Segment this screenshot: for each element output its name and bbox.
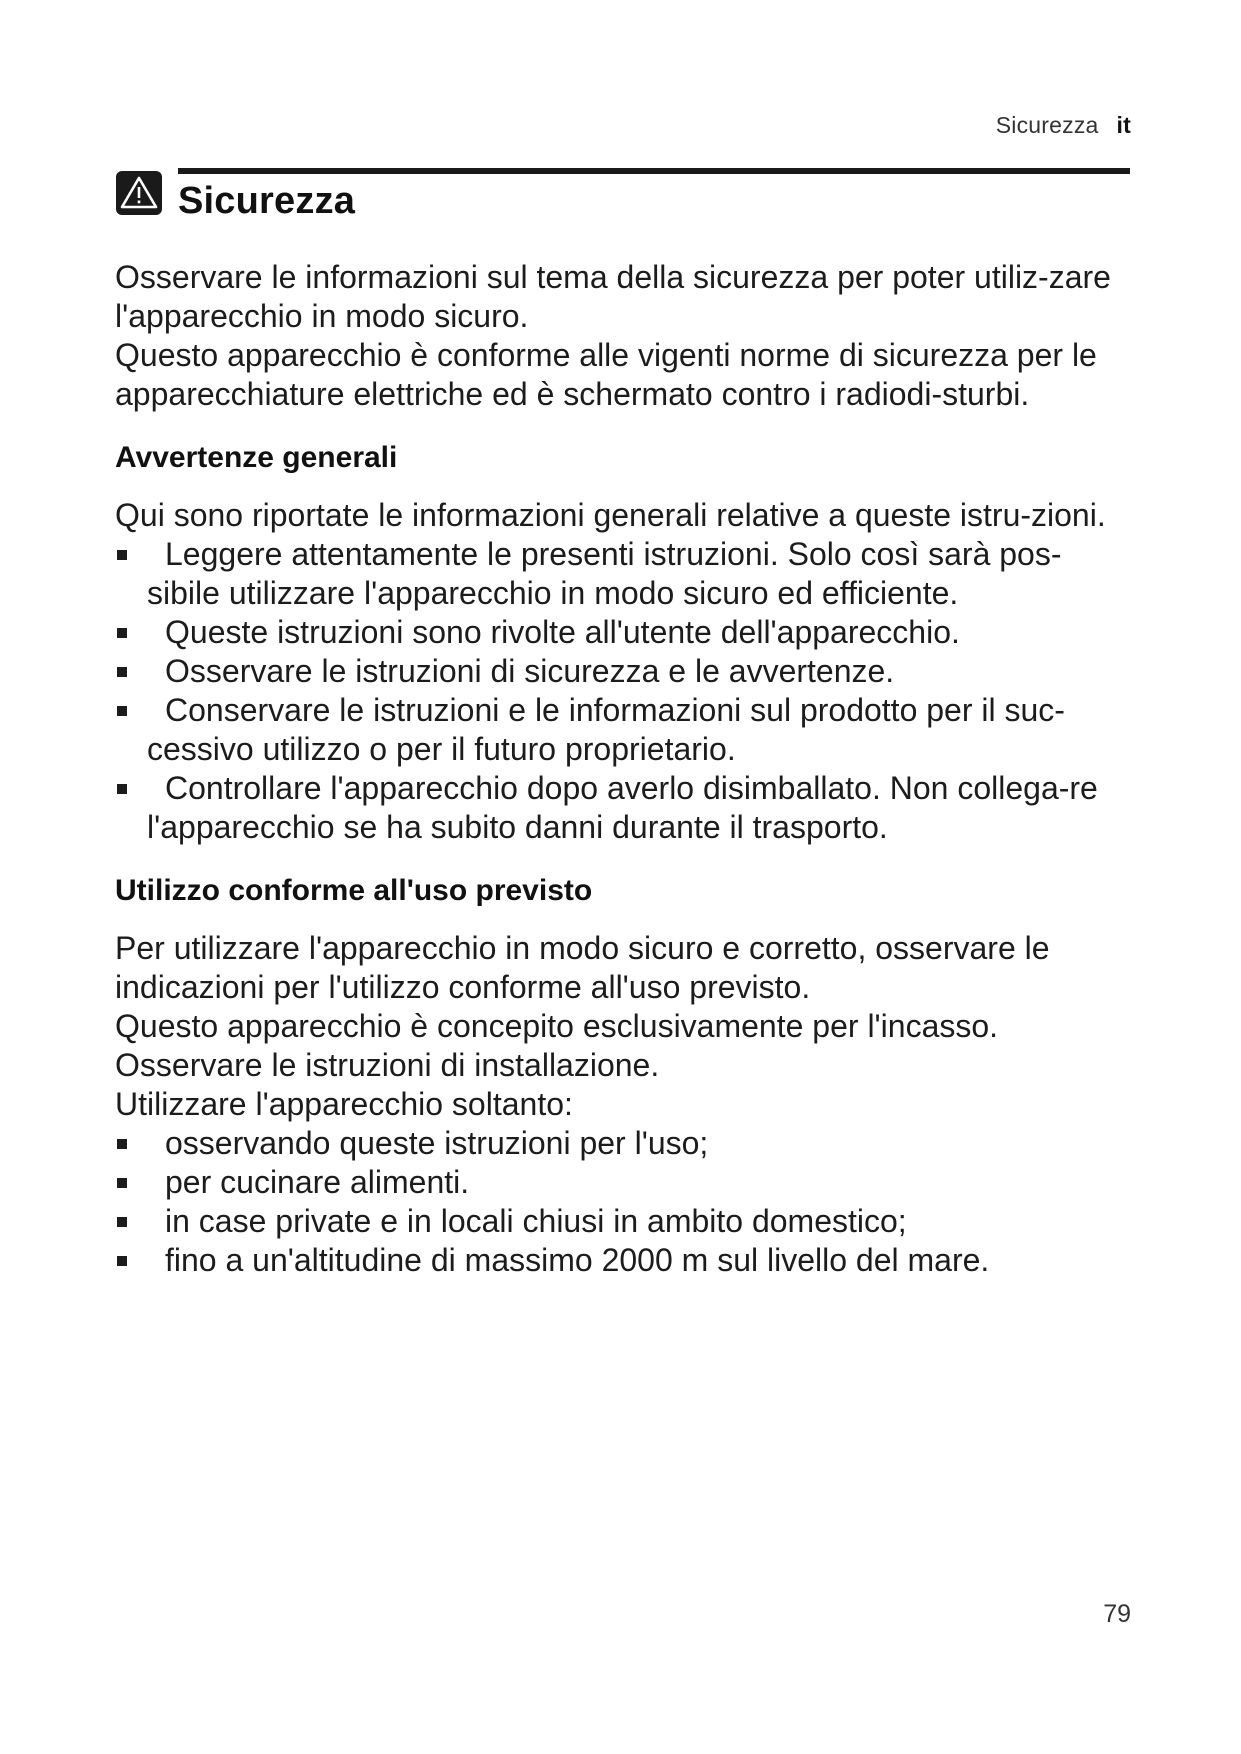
bullet-square-icon: [117, 1217, 127, 1227]
bullet-square-icon: [117, 1256, 127, 1266]
running-header: [996, 112, 1131, 139]
page-number: 79: [1103, 1600, 1131, 1628]
running-header-section: Sicurezza: [995, 112, 1099, 138]
list-item: fino a un'altitudine di massimo 2000 m sul livello del mare.: [115, 1241, 1130, 1280]
list-item: Osservare le istruzioni di sicurezza e le avvertenze.: [115, 652, 1130, 691]
section-paragraph: Qui sono riportate le informazioni generali relative a queste istru-zioni.: [115, 497, 1106, 533]
bullet-list-general-warnings: [115, 535, 1130, 847]
list-item: Leggere attentamente le presenti istruzioni. Solo così sarà pos-sibile utilizzare l'apparecchio in modo sicuro ed efficiente.: [115, 535, 1130, 613]
section-paragraph: Questo apparecchio è concepito esclusivamente per l'incasso.: [115, 1008, 999, 1044]
content: [115, 258, 1130, 1280]
warning-triangle-icon: [115, 170, 163, 216]
bullet-square-icon: [117, 628, 127, 638]
list-item: in case private e in locali chiusi in ambito domestico;: [115, 1202, 1130, 1241]
section-heading-intended-use: Utilizzo conforme all'uso previsto: [115, 874, 593, 907]
list-item: Conservare le istruzioni e le informazioni sul prodotto per il suc-cessivo utilizzo o per il futuro proprietario.: [115, 691, 1130, 769]
language-code: it: [1116, 112, 1131, 138]
bullet-square-icon: [117, 706, 127, 716]
section-paragraph: Utilizzare l'apparecchio soltanto:: [115, 1086, 573, 1122]
list-item: osservando queste istruzioni per l'uso;: [115, 1124, 1130, 1163]
page-title: Sicurezza: [178, 180, 356, 222]
bullet-square-icon: [117, 784, 127, 794]
title-rule: [178, 168, 1130, 174]
intro-paragraph: Questo apparecchio è conforme alle vigenti norme di sicurezza per le apparecchiature elettriche ed è schermato contro i radiodi-sturbi.: [115, 337, 1097, 412]
bullet-square-icon: [117, 667, 127, 677]
bullet-square-icon: [117, 1139, 127, 1149]
list-item: Queste istruzioni sono rivolte all'utente dell'apparecchio.: [115, 613, 1130, 652]
section-paragraph: Per utilizzare l'apparecchio in modo sicuro e corretto, osservare le indicazioni per l'utilizzo conforme all'uso previsto.: [115, 930, 1050, 1005]
section-heading-general-warnings: Avvertenze generali: [115, 441, 398, 474]
bullet-square-icon: [117, 550, 127, 560]
bullet-square-icon: [117, 1178, 127, 1188]
section-paragraph: Osservare le istruzioni di installazione.: [115, 1047, 660, 1083]
list-item: Controllare l'apparecchio dopo averlo disimballato. Non collega-re l'apparecchio se ha subito danni durante il trasporto.: [115, 769, 1130, 847]
bullet-list-intended-use: [115, 1124, 1130, 1280]
list-item: per cucinare alimenti.: [115, 1163, 1130, 1202]
intro-paragraph: Osservare le informazioni sul tema della sicurezza per poter utiliz-zare l'apparecchio in modo sicuro.: [115, 259, 1111, 334]
